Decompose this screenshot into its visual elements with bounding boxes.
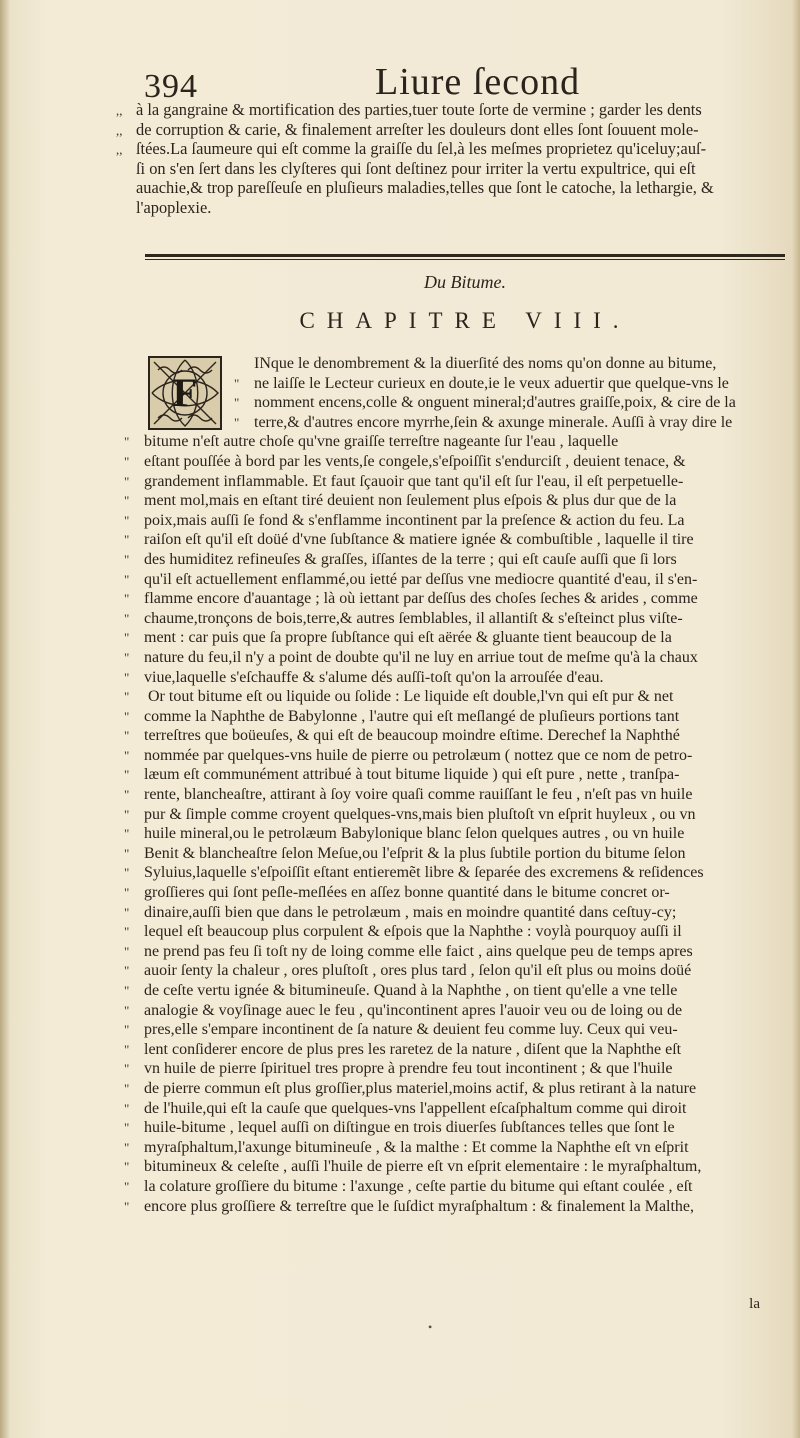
- quotation-mark: ": [124, 983, 130, 998]
- line-text: grandement inflammable. Et faut ſçauoir que tant qu'il eſt ſur l'eau, il eſt perpetuelle-: [144, 472, 684, 490]
- text-line: [124, 785, 792, 805]
- text-line: [124, 511, 792, 531]
- quotation-mark: ": [124, 728, 130, 744]
- line-text: nomment encens,colle & onguent mineral;d'autres graiſſe,poix, & cire de la: [254, 394, 736, 412]
- page-number: 394: [144, 68, 198, 105]
- quotation-mark: ": [124, 963, 130, 979]
- text-line: [124, 961, 792, 981]
- text-line: [116, 159, 792, 179]
- text-line: [124, 883, 792, 903]
- page-gutter-shadow: [0, 0, 10, 1438]
- quotation-mark: ": [124, 669, 130, 685]
- quotation-mark: ": [124, 845, 130, 861]
- divider-thick-rule: [145, 254, 785, 257]
- quotation-mark: ": [234, 414, 240, 430]
- text-line: [124, 530, 792, 550]
- line-text: poix,mais auſſi ſe fond & s'enflamme incontinent par la preſence & action du feu. La: [144, 511, 685, 529]
- ornamental-initial-icon: [148, 356, 222, 430]
- intro-paragraph: [116, 100, 792, 218]
- quotation-mark: ": [124, 1002, 130, 1018]
- quotation-mark: ": [124, 767, 130, 783]
- text-line: [124, 1040, 792, 1060]
- text-line: [124, 354, 792, 374]
- line-text: raiſon eſt qu'il eſt doüé d'vne ſubſtance & matiere ignée & combuſtible , laquelle il tire: [144, 531, 694, 549]
- line-text: bitumineux & celeſte , auſſi l'huile de pierre eſt vn eſprit elementaire : le myraſphaltum,: [144, 1158, 702, 1176]
- body-lines: [124, 432, 792, 1216]
- text-line: [124, 550, 792, 570]
- line-text: pres,elle s'empare incontinent de ſa nature & deuient feu comme luy. Ceux qui veu-: [144, 1021, 678, 1039]
- quotation-mark: ": [124, 493, 130, 509]
- quotation-mark: ": [124, 1100, 130, 1116]
- text-line: [124, 805, 792, 825]
- line-text: eſtant pouſſée à bord par les vents,ſe congele,s'eſpoiſſit s'endurciſt , deuient tenace, &: [144, 452, 686, 470]
- line-text: flamme encore d'auantage ; là où iettant par deſſus des choſes ſeches & arides , comme: [144, 590, 698, 608]
- line-text: comme la Naphthe de Babylonne , l'autre qui eſt meſlangé de pluſieurs portions tant: [144, 707, 680, 725]
- text-line: [124, 393, 792, 413]
- text-line: [124, 844, 792, 864]
- text-line: [124, 1020, 792, 1040]
- text-line: [124, 922, 792, 942]
- text-line: [124, 824, 792, 844]
- signature-mark: •: [428, 1320, 433, 1334]
- text-line: [124, 570, 792, 590]
- line-text: groſſieres qui ſont peſle-meſlées en aſſez bonne quantité dans le bitume concret or-: [144, 884, 670, 902]
- body-first-lines: [124, 354, 792, 432]
- text-line: [124, 1138, 792, 1158]
- line-text: Syluius,laquelle s'eſpoiſſit eſtant entieremẽt libre & ſeparée des excremens & reſidences: [144, 864, 704, 882]
- text-line: [124, 648, 792, 668]
- quotation-mark: ": [124, 1022, 130, 1038]
- line-text: de pierre commun eſt plus groſſier,plus materiel,moins actif, & plus retirant à la nature: [144, 1079, 697, 1097]
- quotation-mark: ": [124, 865, 130, 881]
- quotation-mark: ": [124, 1198, 130, 1214]
- line-text: dinaire,auſſi bien que dans le petrolæum , mais en moindre quantité dans ceſtuy-cy;: [144, 903, 677, 921]
- text-line: [124, 1197, 792, 1217]
- text-line: [124, 903, 792, 923]
- line-text: des humiditez refineuſes & graſſes, iſſantes de la terre ; qui eſt cauſe auſſi que ſi lors: [144, 550, 677, 568]
- quotation-mark: ": [124, 532, 130, 548]
- quotation-mark: ": [124, 885, 130, 901]
- line-text: Benit & blancheaſtre ſelon Meſue,ou l'eſprit & la plus ſubtile portion du bitume ſelon: [144, 844, 686, 862]
- text-line: [124, 1079, 792, 1099]
- quotation-mark: ": [124, 1159, 130, 1175]
- quotation-mark: ,,: [116, 103, 123, 118]
- chapter-body: [124, 354, 792, 1216]
- text-line: [124, 942, 792, 962]
- running-title: Liure ſecond: [375, 61, 581, 103]
- line-text: pur & ſimple comme croyent quelques-vns,mais bien pluſtoſt vn eſprit huyleux , ou vn: [144, 805, 696, 823]
- line-text: ment : car puis que ſa propre ſubſtance qui eſt aërée & gluante tient beaucoup de la: [144, 629, 672, 647]
- text-line: [124, 1099, 792, 1119]
- text-line: [124, 589, 792, 609]
- text-line: [116, 178, 792, 198]
- line-text: auachie,& trop pareſſeuſe en pluſieurs maladies,telles que ſont le catoche, la lethargie, &: [136, 178, 714, 198]
- line-text: huile mineral,ou le petrolæum Babylonique blanc ſelon quelques autres , ou vn huile: [144, 825, 685, 843]
- quotation-mark: ": [124, 1139, 130, 1155]
- quotation-mark: ": [124, 806, 130, 822]
- quotation-mark: ": [124, 649, 130, 665]
- text-line: [124, 1157, 792, 1177]
- line-text: de corruption & carie, & finalement arreſter les douleurs dont elles ſont ſouuent mole-: [136, 119, 699, 139]
- text-line: [124, 374, 792, 394]
- line-text: auoir ſenty la chaleur , ores pluſtoſt , ores plus tard , ſelon qu'il eſt plus ou moins doüé: [144, 962, 692, 980]
- quotation-mark: ": [124, 787, 130, 803]
- line-text: ne prend pas feu ſi toſt ny de loing comme elle faict , ains quelque peu de temps apres: [144, 942, 693, 960]
- quotation-mark: ": [124, 630, 130, 646]
- line-text: terre,& d'autres encore myrrhe,ſein & axunge minerale. Auſſi à vray dire le: [254, 413, 733, 431]
- quotation-mark: ,,: [116, 142, 123, 158]
- text-line: [116, 120, 792, 140]
- line-text: ne laiſſe le Lecteur curieux en doute,ie le veux aduertir que quelque-vns le: [254, 374, 729, 392]
- line-text: myraſphaltum,l'axunge bitumineuſe , & la malthe : Et comme la Naphthe eſt vn eſprit: [144, 1138, 689, 1156]
- quotation-mark: ": [124, 1178, 130, 1194]
- page-edge-shadow: [792, 0, 800, 1438]
- line-text: lequel eſt beaucoup plus corpulent & eſpois que la Naphthe : voylà pourquoy auſſi il: [144, 923, 682, 941]
- line-text: l'apoplexie.: [136, 197, 212, 217]
- quotation-mark: ": [124, 1041, 130, 1057]
- line-text: lent conſiderer encore de plus pres les raretez de la nature , diſent que la Naphthe eſt: [144, 1040, 682, 1058]
- quotation-mark: ": [124, 826, 130, 842]
- line-text: læum eſt communément attribué à tout bitume liquide ) qui eſt pure , nette , tranſpa-: [144, 766, 680, 784]
- line-text: Or tout bitume eſt ou liquide ou ſolide : Le liquide eſt double,l'vn qui eſt pur & net: [144, 688, 674, 706]
- text-line: [124, 628, 792, 648]
- quotation-mark: ": [124, 610, 130, 626]
- line-text: ſi on s'en ſert dans les clyſteres qui ſont deſtinez pour irriter la vertu expultrice, qui eſt: [136, 158, 696, 178]
- text-line: [116, 139, 792, 159]
- quotation-mark: ": [124, 571, 130, 587]
- line-text: viue,laquelle s'eſchauffe & s'alume dés auſſi-toſt qu'on la arrouſée d'eau.: [144, 668, 604, 686]
- quotation-mark: ": [234, 375, 240, 391]
- line-text: de ceſte vertu ignée & bitumineuſe. Quand à la Naphthe , on tient qu'elle a vne telle: [144, 982, 678, 999]
- section-divider: [145, 254, 785, 262]
- text-line: [124, 765, 792, 785]
- text-line: [124, 413, 792, 433]
- quotation-mark: ": [124, 453, 130, 469]
- divider-thin-rule: [145, 259, 785, 260]
- text-line: [124, 668, 792, 688]
- text-line: [124, 491, 792, 511]
- line-text: rente, blancheaſtre, attirant à ſoy voire quaſi comme rauiſſant le feu , n'eſt pas vn huile: [144, 786, 693, 804]
- text-line: [124, 1059, 792, 1079]
- text-line: [124, 609, 792, 629]
- text-line: [124, 863, 792, 883]
- quotation-mark: ": [124, 943, 130, 959]
- line-text: de l'huile,qui eſt la cauſe que quelques-vns l'appellent eſcaſphaltum comme qui diroit: [144, 1099, 687, 1117]
- quotation-mark: ": [124, 473, 130, 489]
- quotation-mark: ": [124, 689, 130, 705]
- quotation-mark: ": [124, 904, 130, 920]
- line-text: ſtées.La ſaumeure qui eſt comme la graiſſe du ſel,à les meſmes proprietez qu'iceluy;auſ-: [136, 139, 707, 159]
- line-text: analogie & voyſinage auec le feu , qu'incontinent apres l'auoir veu ou de loing ou de: [144, 1001, 683, 1019]
- text-line: [124, 1177, 792, 1197]
- text-line: [124, 687, 792, 707]
- quotation-mark: ": [124, 1080, 130, 1096]
- line-text: à la gangraine & mortification des parties,tuer toute ſorte de vermine ; garder les dents: [136, 100, 702, 119]
- quotation-mark: ": [124, 512, 130, 528]
- quotation-mark: ": [234, 395, 240, 411]
- quotation-mark: ": [124, 434, 130, 450]
- text-line: [124, 981, 792, 1001]
- text-line: [124, 707, 792, 727]
- chapter-title: CHAPITRE VIII.: [299, 308, 631, 333]
- line-text: bitume n'eſt autre choſe qu'vne graiſſe terreſtre nageante ſur l'eau , laquelle: [144, 433, 619, 451]
- text-line: [124, 746, 792, 766]
- section-title: Du Bitume.: [424, 272, 506, 292]
- quotation-mark: ": [124, 1061, 130, 1077]
- line-text: qu'il eſt actuellement enflammé,ou ietté par deſſus vne mediocre quantité d'eau, il s'en-: [144, 570, 698, 588]
- line-text: INque le denombrement & la diuerſité des noms qu'on donne au bitume,: [254, 355, 717, 372]
- quotation-mark: ": [124, 591, 130, 607]
- text-line: [116, 198, 792, 218]
- line-text: ment mol,mais en eſtant tiré deuient non ſeulement plus eſpois & plus dur que de la: [144, 492, 677, 510]
- text-line: [124, 452, 792, 472]
- quotation-mark: ": [124, 551, 130, 567]
- line-text: encore plus groſſiere & terreſtre que le ſuſdict myraſphaltum : & finalement la Malthe,: [144, 1197, 695, 1215]
- quotation-mark: ": [124, 924, 130, 940]
- text-line: [116, 100, 792, 120]
- text-line: [124, 1118, 792, 1138]
- line-text: la colature groſſiere du bitume : l'axunge , ceſte partie du bitume qui eſtant coulée , eſt: [144, 1177, 693, 1195]
- quotation-mark: ,,: [116, 122, 123, 138]
- catchword: la: [749, 1296, 760, 1312]
- dropcap-letter: F: [172, 370, 198, 415]
- line-text: vn huile de pierre ſpirituel tres propre à prendre feu tout incontinent ; & que l'huile: [144, 1060, 673, 1078]
- line-text: nature du feu,il n'y a point de doubte qu'il ne luy en arriue tout de meſme qu'à la chaux: [144, 648, 698, 666]
- line-text: terreſtres que boüeuſes, & qui eſt de beaucoup moindre eſtime. Derechef la Naphthé: [144, 727, 680, 745]
- text-line: [124, 472, 792, 492]
- quotation-mark: ": [124, 708, 130, 724]
- text-line: [124, 432, 792, 452]
- line-text: nommée par quelques-vns huile de pierre ou petrolæum ( nottez que ce nom de petro-: [144, 746, 693, 764]
- quotation-mark: ": [124, 1120, 130, 1136]
- line-text: chaume,tronçons de bois,terre,& autres ſemblables, il allantiſt & s'eſteinct plus viſte-: [144, 609, 683, 627]
- text-line: [124, 1001, 792, 1021]
- line-text: huile-bitume , lequel auſſi on diſtingue en trois diuerſes ſubſtances telles que ſont le: [144, 1119, 675, 1137]
- text-line: [124, 726, 792, 746]
- quotation-mark: ": [124, 747, 130, 763]
